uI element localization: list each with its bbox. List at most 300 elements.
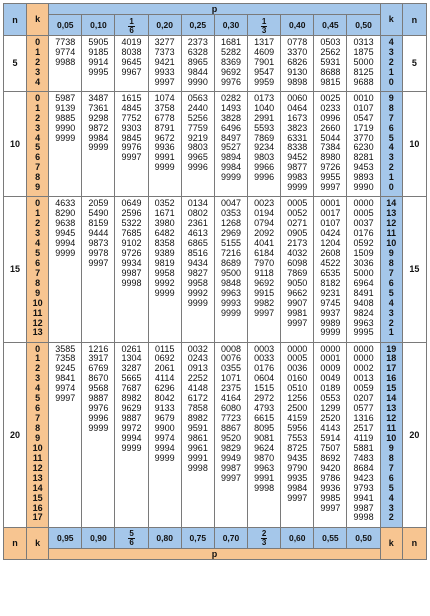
k-value: 1 <box>35 46 41 57</box>
probability-value: 0076 <box>220 353 241 364</box>
probability-value: 9987 <box>220 462 241 473</box>
block-n-label: 5 <box>4 36 27 92</box>
probability-value: 9873 <box>88 238 109 248</box>
probability-value: 1204 <box>320 238 341 248</box>
k-value: 0 <box>388 76 394 87</box>
probability-value: 9990 <box>187 76 208 87</box>
probability-value: 2173 <box>287 238 308 248</box>
probability-value: 1509 <box>353 247 374 258</box>
probability-value: 9774 <box>55 46 76 57</box>
k-value: 5 <box>35 142 41 153</box>
probability-value: 0002 <box>353 363 374 374</box>
footer-p-value: 0,60 <box>281 527 314 548</box>
probability-value: 9898 <box>287 76 308 87</box>
probability-column <box>347 36 380 92</box>
probability-value: 0352 <box>154 198 175 209</box>
probability-value: 0173 <box>254 92 275 103</box>
probability-value: 0115 <box>155 343 175 354</box>
probability-value: 2972 <box>254 393 275 404</box>
probability-value: 9999 <box>88 142 109 153</box>
footer-p-value: 0,90 <box>82 527 115 548</box>
probability-value: 8281 <box>353 152 374 163</box>
probability-value: 9629 <box>121 403 142 414</box>
k-value: 6 <box>388 277 394 288</box>
k-value: 6 <box>35 152 41 163</box>
k-value: 0 <box>35 343 41 354</box>
probability-value: 9997 <box>254 307 275 318</box>
probability-value: 1074 <box>154 92 175 103</box>
probability-value: 9997 <box>55 393 76 404</box>
probability-value: 8358 <box>154 238 175 248</box>
header-n-right-label: n <box>402 4 426 36</box>
cumulative-binomial-table <box>3 3 427 560</box>
probability-value: 5000 <box>353 56 374 67</box>
probability-value: 7869 <box>287 267 308 278</box>
probability-value: 9961 <box>187 442 208 453</box>
probability-value: 9726 <box>320 162 341 173</box>
probability-value: 9997 <box>220 472 241 483</box>
probability-value: 0592 <box>353 238 374 248</box>
probability-value: 9984 <box>88 132 109 143</box>
probability-value: 9389 <box>154 247 175 258</box>
probability-value: 1671 <box>154 208 175 219</box>
k-value: 4 <box>388 297 394 308</box>
probability-value: 9976 <box>88 403 109 414</box>
probability-column <box>248 197 281 342</box>
block-n-label: 20 <box>4 342 27 527</box>
probability-value: 9958 <box>187 277 208 288</box>
k-value: 5 <box>35 393 41 404</box>
probability-value: 9937 <box>320 307 341 318</box>
probability-value: 9965 <box>187 152 208 163</box>
header-p-value <box>115 15 148 36</box>
probability-value: 9995 <box>88 66 109 77</box>
probability-value: 0194 <box>254 208 275 219</box>
probability-value: 9662 <box>287 287 308 298</box>
probability-value: 0563 <box>187 92 208 103</box>
probability-column <box>49 91 82 197</box>
probability-value: 4019 <box>121 37 142 47</box>
probability-value: 9994 <box>55 238 76 248</box>
probability-value: 9995 <box>353 327 374 338</box>
probability-value: 9829 <box>220 442 241 453</box>
probability-value: 1681 <box>220 37 241 47</box>
probability-value: 9139 <box>55 102 76 113</box>
probability-value: 9907 <box>287 297 308 308</box>
probability-value: 9872 <box>88 122 109 133</box>
probability-value: 9998 <box>254 482 275 493</box>
k-value: 5 <box>388 132 394 143</box>
k-value: 2 <box>35 56 41 67</box>
probability-value: 6080 <box>220 403 241 414</box>
k-value: 2 <box>388 56 394 67</box>
probability-value: 9185 <box>88 46 109 57</box>
probability-value: 9991 <box>254 472 275 483</box>
probability-value: 9133 <box>154 403 175 414</box>
probability-column <box>115 36 148 92</box>
probability-value: 5987 <box>55 92 76 103</box>
footer-p-title: p <box>49 548 381 559</box>
probability-value: 9803 <box>254 152 275 163</box>
probability-column <box>82 91 115 197</box>
probability-value: 9885 <box>55 112 76 123</box>
probability-value: 9453 <box>353 162 374 173</box>
header-p-value: 0,25 <box>181 15 214 36</box>
probability-value: 2092 <box>254 228 275 239</box>
probability-value: 1317 <box>254 37 275 47</box>
probability-value: 6482 <box>154 228 175 239</box>
probability-column <box>49 342 82 527</box>
probability-value: 9745 <box>320 297 341 308</box>
probability-value: 9997 <box>154 76 175 87</box>
k-value: 8 <box>388 452 394 463</box>
probability-value: 0036 <box>287 363 308 374</box>
probability-value: 3370 <box>287 46 308 57</box>
k-value: 5 <box>388 287 394 298</box>
block-n-label: 10 <box>4 91 27 197</box>
footer-n-label: n <box>4 527 27 559</box>
fraction-numerator: 1 <box>129 16 134 26</box>
probability-value: 5490 <box>88 208 109 219</box>
probability-value: 1216 <box>88 343 109 354</box>
k-left-column <box>27 342 49 527</box>
probability-value: 9245 <box>55 363 76 374</box>
probability-value: 2608 <box>320 247 341 258</box>
probability-value: 9972 <box>121 423 142 434</box>
probability-value: 9219 <box>187 132 208 143</box>
k-value: 2 <box>35 218 41 229</box>
probability-value: 0010 <box>353 92 374 103</box>
probability-value: 8159 <box>88 218 109 229</box>
probability-value: 0553 <box>320 393 341 404</box>
probability-value: 2375 <box>220 383 241 394</box>
k-value: 0 <box>35 37 41 47</box>
k-value: 10 <box>386 432 397 443</box>
probability-value: 1299 <box>320 403 341 414</box>
probability-value: 5322 <box>121 218 142 229</box>
probability-value: 7553 <box>287 432 308 443</box>
probability-value: 6769 <box>88 363 109 374</box>
binomial-table <box>3 3 427 612</box>
k-value: 11 <box>386 228 396 239</box>
probability-column <box>148 342 181 527</box>
probability-value: 2440 <box>187 102 208 113</box>
k-value: 7 <box>388 267 394 278</box>
probability-value: 0547 <box>353 112 374 123</box>
k-value: 4 <box>35 132 41 143</box>
probability-value: 0005 <box>287 198 308 209</box>
probability-value: 9998 <box>121 277 142 288</box>
k-value: 2 <box>35 112 41 123</box>
probability-value: 9999 <box>187 297 208 308</box>
probability-value: 4522 <box>320 257 341 268</box>
probability-value: 9841 <box>55 373 76 384</box>
probability-value: 2562 <box>320 46 341 57</box>
probability-value: 4164 <box>220 393 241 404</box>
probability-value: 9893 <box>353 172 374 183</box>
k-value: 6 <box>388 472 394 483</box>
probability-value: 6172 <box>187 393 208 404</box>
footer-p-value: 0,55 <box>314 527 347 548</box>
probability-value: 9520 <box>220 432 241 443</box>
probability-column <box>115 197 148 342</box>
fraction <box>261 18 267 35</box>
probability-value: 0189 <box>320 383 341 394</box>
block-n-right-label: 20 <box>402 342 426 527</box>
probability-value: 7759 <box>187 122 208 133</box>
k-left-column <box>27 36 49 92</box>
probability-value: 9997 <box>121 152 142 163</box>
k-value: 6 <box>388 122 394 133</box>
probability-value: 9999 <box>154 287 175 298</box>
probability-value: 9786 <box>320 472 341 483</box>
probability-value: 7970 <box>254 257 275 268</box>
probability-value: 2596 <box>121 208 142 219</box>
k-value: 14 <box>386 393 397 404</box>
probability-value: 9638 <box>55 218 76 229</box>
k-right-column <box>380 91 402 197</box>
k-value: 3 <box>388 152 394 163</box>
probability-column <box>281 36 314 92</box>
probability-value: 9679 <box>154 413 175 424</box>
probability-value: 6331 <box>287 132 308 143</box>
header-n-label: n <box>4 4 27 36</box>
probability-value: 9949 <box>220 452 241 463</box>
probability-value: 0649 <box>121 198 142 209</box>
k-value: 9 <box>388 247 394 258</box>
footer-p-value: 0,70 <box>214 527 247 548</box>
probability-value: 5155 <box>220 238 241 248</box>
probability-value: 0001 <box>320 353 341 364</box>
probability-value: 1316 <box>353 413 374 424</box>
k-value: 9 <box>388 442 394 453</box>
probability-value: 3770 <box>353 132 374 143</box>
probability-column <box>314 197 347 342</box>
probability-value: 8042 <box>154 393 175 404</box>
probability-value: 4143 <box>320 423 341 434</box>
probability-value: 8692 <box>320 452 341 463</box>
k-value: 4 <box>388 492 394 503</box>
probability-value: 9976 <box>220 76 241 87</box>
probability-value: 0282 <box>220 92 241 103</box>
probability-value: 9118 <box>254 267 274 278</box>
probability-value: 9527 <box>220 142 241 153</box>
probability-value: 5000 <box>353 267 374 278</box>
probability-value: 2520 <box>320 413 341 424</box>
k-value: 16 <box>32 502 43 513</box>
probability-value: 9824 <box>353 307 374 318</box>
probability-value: 9996 <box>88 413 109 424</box>
k-value: 9 <box>35 182 41 193</box>
k-value: 5 <box>388 482 394 493</box>
probability-value: 9645 <box>121 56 142 67</box>
probability-value: 0033 <box>254 353 275 364</box>
k-value: 8 <box>35 172 41 183</box>
probability-value: 9421 <box>154 56 175 67</box>
probability-value: 7858 <box>187 403 208 414</box>
probability-value: 2517 <box>353 423 374 434</box>
probability-column <box>248 342 281 527</box>
k-value: 9 <box>35 287 41 298</box>
probability-value: 0176 <box>254 363 275 374</box>
probability-value: 9861 <box>187 432 208 443</box>
probability-value: 8867 <box>220 423 241 434</box>
probability-value: 9591 <box>187 423 208 434</box>
probability-value: 0503 <box>320 37 341 47</box>
probability-value: 8290 <box>55 208 76 219</box>
probability-value: 5956 <box>287 423 308 434</box>
probability-value: 1875 <box>353 46 374 57</box>
probability-value: 0996 <box>320 112 341 123</box>
probability-value: 3980 <box>154 218 175 229</box>
probability-value: 9936 <box>154 142 175 153</box>
header-k-label: k <box>27 4 49 36</box>
probability-value: 0692 <box>154 353 175 364</box>
probability-value: 0424 <box>320 228 341 239</box>
k-value: 8 <box>35 277 41 288</box>
k-value: 14 <box>32 482 43 493</box>
probability-value: 9547 <box>254 66 275 77</box>
probability-value: 3036 <box>353 257 374 268</box>
block-n-15 <box>4 197 427 342</box>
k-value: 19 <box>386 343 397 354</box>
fraction-numerator: 2 <box>261 529 267 539</box>
probability-value: 5665 <box>121 373 142 384</box>
probability-value: 0794 <box>254 218 275 229</box>
probability-value: 9845 <box>121 132 142 143</box>
k-value: 12 <box>386 218 397 229</box>
probability-value: 9848 <box>220 277 241 288</box>
k-left-column <box>27 91 49 197</box>
probability-value: 8670 <box>88 373 109 384</box>
k-value: 3 <box>388 46 394 57</box>
probability-value: 9974 <box>154 432 175 443</box>
probability-value: 9945 <box>55 228 76 239</box>
probability-value: 8095 <box>254 423 275 434</box>
k-value: 7 <box>35 267 41 278</box>
probability-value: 5044 <box>320 132 341 143</box>
probability-value: 9999 <box>55 132 76 143</box>
probability-value: 9423 <box>353 472 374 483</box>
probability-value: 9981 <box>287 307 308 318</box>
k-value: 1 <box>35 353 41 364</box>
probability-value: 8491 <box>353 287 374 298</box>
fraction-denominator: 3 <box>261 538 267 548</box>
probability-value: 4159 <box>287 413 308 424</box>
probability-value: 0060 <box>287 92 308 103</box>
probability-value: 9984 <box>220 162 241 173</box>
probability-value: 8725 <box>287 442 308 453</box>
probability-value: 4119 <box>353 432 374 443</box>
probability-value: 0243 <box>187 353 208 364</box>
probability-value: 9990 <box>55 122 76 133</box>
k-value: 12 <box>32 462 43 473</box>
header-p-value: 0,40 <box>281 15 314 36</box>
probability-value: 9999 <box>287 182 308 193</box>
probability-value: 6184 <box>254 247 275 258</box>
probability-value: 0047 <box>220 198 241 209</box>
probability-value: 8497 <box>220 132 241 143</box>
k-value: 9 <box>388 92 394 103</box>
probability-value: 9994 <box>154 442 175 453</box>
probability-value: 0355 <box>220 363 241 374</box>
probability-value: 9999 <box>320 327 341 338</box>
probability-value: 3758 <box>154 102 175 113</box>
probability-value: 8684 <box>353 462 374 473</box>
header-k-right-label: k <box>380 4 402 36</box>
k-value: 13 <box>32 327 43 338</box>
k-value: 7 <box>35 162 41 173</box>
probability-value: 4041 <box>254 238 275 248</box>
header-p-title: p <box>49 4 381 15</box>
probability-column <box>181 197 214 342</box>
probability-value: 9974 <box>55 383 76 394</box>
probability-value: 6496 <box>220 122 241 133</box>
probability-value: 2061 <box>154 363 175 374</box>
probability-column <box>214 342 247 527</box>
k-value: 10 <box>386 238 397 248</box>
probability-value: 0005 <box>353 208 374 219</box>
probability-value: 0353 <box>220 208 241 219</box>
footer-p-values-row <box>4 527 427 548</box>
probability-value: 9999 <box>220 307 241 318</box>
header-p-row <box>4 4 427 15</box>
header-p-value: 0,30 <box>214 15 247 36</box>
probability-value: 9408 <box>353 297 374 308</box>
k-value: 4 <box>388 37 394 47</box>
probability-value: 9827 <box>187 267 208 278</box>
probability-value: 6230 <box>353 142 374 153</box>
probability-value: 8965 <box>187 56 208 67</box>
k-value: 3 <box>35 228 41 239</box>
probability-value: 5881 <box>353 442 374 453</box>
probability-value: 3823 <box>287 122 308 133</box>
k-value: 8 <box>388 102 394 113</box>
probability-value: 9672 <box>154 132 175 143</box>
k-value: 1 <box>35 102 41 113</box>
probability-value: 5256 <box>187 112 208 123</box>
probability-value: 7373 <box>154 46 175 57</box>
probability-value: 9999 <box>55 247 76 258</box>
probability-value: 9999 <box>88 423 109 434</box>
footer-p-row <box>4 548 427 559</box>
probability-value: 9452 <box>287 152 308 163</box>
k-value: 3 <box>35 66 41 77</box>
probability-column <box>281 91 314 197</box>
probability-value: 7685 <box>121 228 142 239</box>
probability-value: 0025 <box>320 92 341 103</box>
probability-column <box>148 91 181 197</box>
k-value: 4 <box>35 383 41 394</box>
probability-value: 2991 <box>254 112 275 123</box>
probability-value: 8369 <box>220 56 241 67</box>
block-n-5 <box>4 36 427 92</box>
probability-value: 9997 <box>88 257 109 268</box>
probability-value: 9959 <box>254 76 275 87</box>
k-value: 12 <box>386 413 397 424</box>
k-value: 7 <box>388 462 394 473</box>
probability-column <box>214 197 247 342</box>
fraction-numerator: 5 <box>129 529 134 539</box>
k-value: 3 <box>35 122 41 133</box>
probability-value: 6826 <box>287 56 308 67</box>
k-right-column <box>380 36 402 92</box>
probability-value: 8182 <box>320 277 341 288</box>
probability-value: 1304 <box>121 353 142 364</box>
probability-value: 9982 <box>254 297 275 308</box>
probability-value: 0107 <box>320 218 341 229</box>
k-value: 14 <box>386 198 397 209</box>
